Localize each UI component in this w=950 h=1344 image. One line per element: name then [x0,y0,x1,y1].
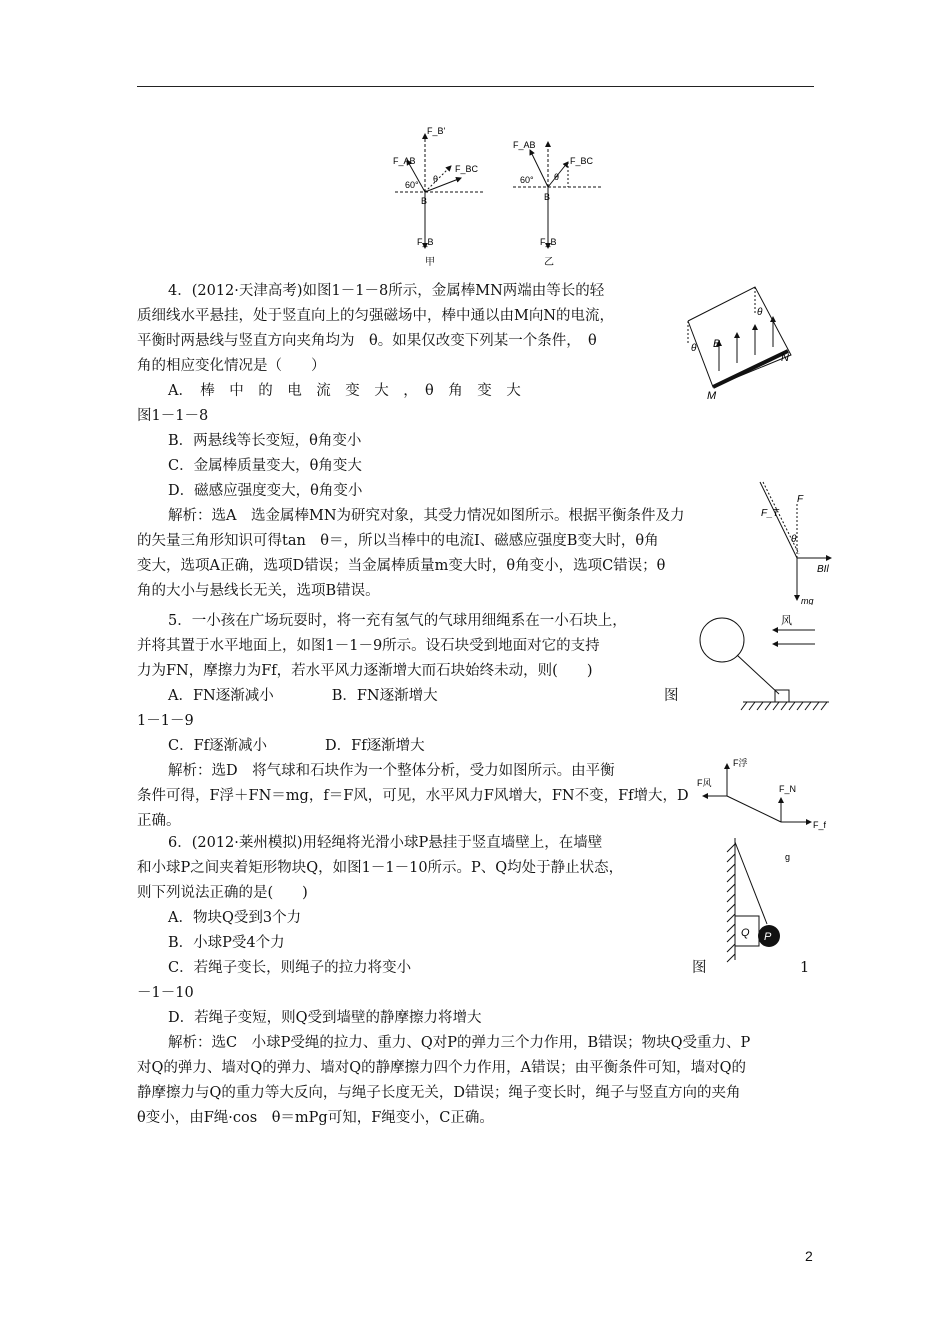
fq4-ft-label: F_T [761,508,779,519]
q5-option-ab: A．FN逐渐减小 B．FN逐渐增大 [168,688,438,704]
fb-label: F_B [417,237,434,247]
fab-label: F_AB [393,156,416,166]
fb-label-yi: F_B [540,237,557,247]
q6-option-d: D．若绳子变短，则Q受到墙壁的静摩擦力将增大 [168,1010,482,1026]
q5-fig-caption-b: 1－1－9 [137,713,194,729]
fq4-theta-label: θ [791,534,797,545]
point-b-label: B [421,196,428,206]
fig10-p-label: P [764,931,772,943]
q4-analysis-line2: 的矢量三角形知识可得tan θ＝，所以当棒中的电流I、磁感应强度B变大时，θ角 [137,533,659,549]
page-number: 2 [805,1248,813,1264]
q5-option-cd: C．Ff逐渐减小 D．Ff逐渐增大 [168,738,425,754]
q6-option-a: A．物块Q受到3个力 [168,910,302,926]
figure-jia [385,120,495,270]
q6-analysis-line1: 解析：选C 小球P受绳的拉力、重力、Q对P的弹力三个力作用，B错误；物块Q受重力、P [168,1035,751,1051]
q6-analysis-line3: 静摩擦力与Q的重力等大反向，与绳子长度无关，D错误；绳子变长时，绳子与竖直方向的夹角 [137,1085,741,1101]
figure-1-1-8 [683,283,803,403]
q4-analysis-line1: 解析：选A 选金属棒MN为研究对象，其受力情况如图所示。根据平衡条件及力 [168,508,685,524]
q6-stem-line2: 和小球P之间夹着矩形物块Q，如图1－1－10所示。P、Q均处于静止状态， [137,860,624,876]
q6-analysis-line2: 对Q的弹力、墙对Q的弹力、墙对Q的静摩擦力四个力作用，A错误；由平衡条件可知，墙对Q的 [137,1060,747,1076]
angle-60-label-yi: 60° [520,175,534,185]
figure-1-1-9 [695,610,835,720]
fq5-ffeng-label: F风 [697,778,712,788]
q5-analysis-line3: 正确。 [137,813,181,829]
q5-stem-line2: 并将其置于水平地面上，如图1－1－9所示。设石块受到地面对它的支持 [137,638,600,654]
point-b-label-yi: B [544,192,551,202]
q4-option-b: B．两悬线等长变短，θ角变小 [168,433,362,449]
angle-60-label: 60° [405,180,419,190]
q6-fig-caption-b: 1 [800,960,810,976]
fig8-b-label: B [713,338,721,350]
fbc-label-yi: F_BC [570,156,594,166]
fig8-n-label: N [781,352,789,364]
figure-q4-force [755,480,835,605]
fig8-theta-right: θ [757,307,763,318]
fq4-bil-label: BIl [817,564,829,575]
q4-fig-caption: 图1－1－8 [137,408,209,424]
figure-yi [508,120,608,270]
fq5-fn-label: F_N [779,784,797,794]
q5-stem-line3: 力为FN，摩擦力为Ff，若水平风力逐渐增大而石块始终未动，则( ) [137,663,593,679]
figure-1-1-10 [715,836,795,966]
q4-stem-line2: 质细线水平悬挂，处于竖直向上的匀强磁场中，棒中通以由M向N的电流， [137,308,615,324]
fq5-g-label: g [785,852,791,862]
fq4-mg-label: mg [801,596,814,605]
fig8-theta-left: θ [691,343,697,354]
q6-option-c: C．若绳子变长，则绳子的拉力将变小 [168,960,412,976]
q6-analysis-line4: θ变小，由F绳·cos θ＝mPg可知，F绳变小，C正确。 [137,1110,494,1126]
fig-yi-caption: 乙 [544,257,554,268]
q5-analysis-line2: 条件可得，F浮＋FN＝mg，f＝F风，可见，水平风力F风增大，FN不变，Ff增大，D [137,788,689,804]
fbc-label: F_BC [455,164,479,174]
q4-stem-line1: 4．(2012·天津高考)如图1－1－8所示，金属棒MN两端由等长的轻 [168,283,605,299]
fig-jia-caption: 甲 [425,257,435,268]
fab-label-yi: F_AB [513,140,536,150]
fig9-wind-label: 风 [781,615,792,627]
q4-stem-line3: 平衡时两悬线与竖直方向夹角均为 θ。如果仅改变下列某一个条件， θ [137,333,597,349]
q6-fig-caption-c: －1－10 [137,985,194,1001]
fq4-f-label: F [797,494,804,505]
fb-prime-label: F_B' [427,126,446,136]
fig10-q-label: Q [741,927,750,939]
fig8-m-label: M [707,390,717,402]
q4-option-a: A． 棒 中 的 电 流 变 大 ， θ 角 变 大 [168,383,521,399]
q4-stem-line4: 角的相应变化情况是（ ） [137,358,326,374]
q5-stem-line1: 5．一小孩在广场玩耍时，将一充有氢气的气球用细绳系在一小石块上， [168,613,627,629]
q4-analysis-line3: 变大，选项A正确，选项D错误；当金属棒质量m变大时，θ角变小，选项C错误；θ [137,558,666,574]
theta-label-yi: θ [554,172,560,182]
q6-stem-line1: 6．(2012·莱州模拟)用轻绳将光滑小球P悬挂于竖直墙壁上，在墙壁 [168,835,603,851]
q5-fig-caption-a: 图 [664,688,679,704]
q6-option-b: B．小球P受4个力 [168,935,285,951]
q5-analysis-line1: 解析：选D 将气球和石块作为一个整体分析，受力如图所示。由平衡 [168,763,615,779]
fq5-ff-label: F_f [813,820,827,830]
q4-analysis-line4: 角的大小与悬线长无关，选项B错误。 [137,583,380,599]
q6-fig-caption-a: 图 [692,960,707,976]
fq5-ffu-label: F浮 [733,758,748,768]
q6-stem-line3: 则下列说法正确的是( ) [137,885,308,901]
header-rule [137,86,814,87]
q4-option-d: D．磁感应强度变大，θ角变小 [168,483,363,499]
theta-label: θ [433,174,439,184]
q4-option-c: C．金属棒质量变大，θ角变大 [168,458,362,474]
